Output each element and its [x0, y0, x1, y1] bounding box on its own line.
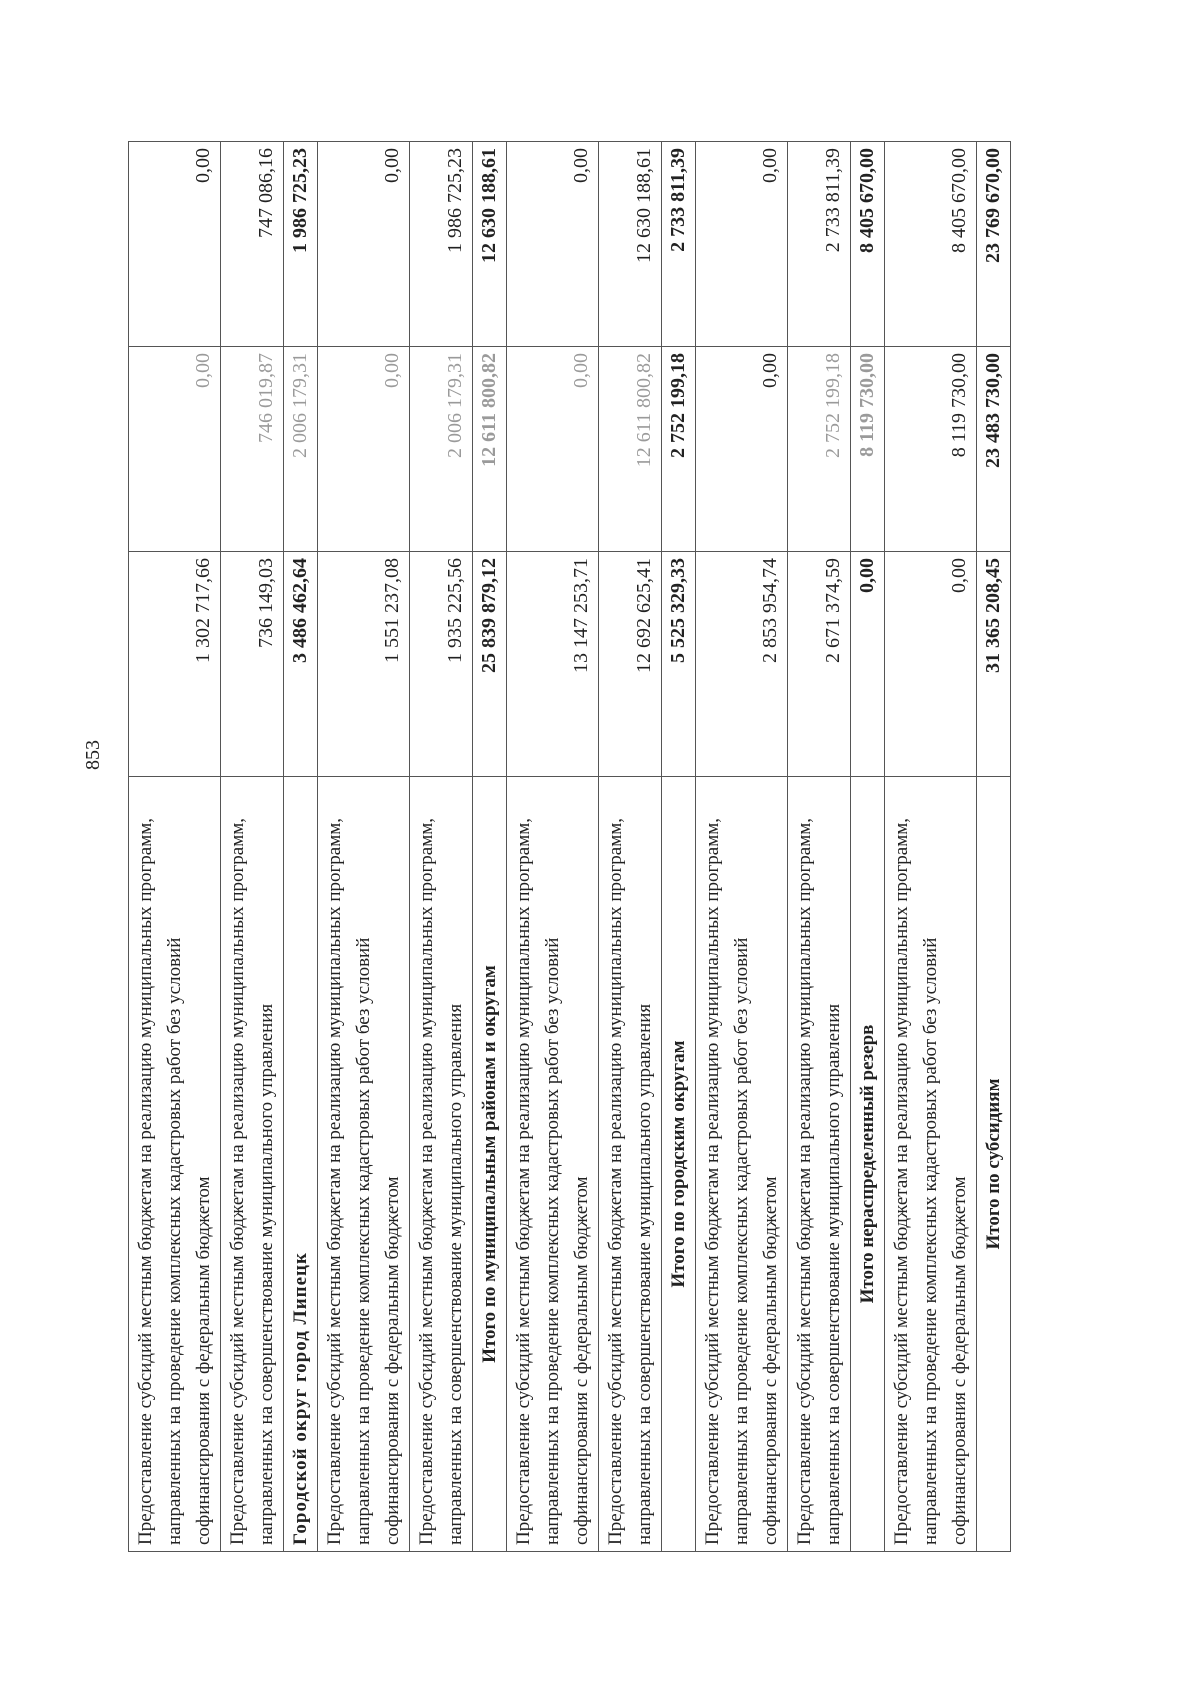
value-year-2: 2 752 199,18 — [788, 347, 851, 552]
table-row — [788, 142, 851, 1552]
value-year-2: 12 611 800,82 — [473, 347, 507, 552]
value-year-2: 8 119 730,00 — [851, 347, 885, 552]
section-label: Городской округ город Липецк — [284, 777, 318, 1552]
value-year-1: 2 853 954,74 — [696, 552, 788, 777]
value-year-3: 2 733 811,39 — [662, 142, 696, 347]
table-row — [885, 142, 977, 1552]
table-row-total — [977, 142, 1011, 1552]
value-year-2: 2 006 179,31 — [284, 347, 318, 552]
rotated-table-wrapper — [128, 142, 1068, 1552]
value-year-1: 13 147 253,71 — [507, 552, 599, 777]
value-year-3: 8 405 670,00 — [851, 142, 885, 347]
value-year-1: 2 671 374,59 — [788, 552, 851, 777]
row-label: Предоставление субсидий местным бюджетам на реализацию муниципальных программ, направленных на проведение комплексных кадастровых работ без условий софинансирования с федеральным бюджетом — [129, 777, 221, 1552]
value-year-1: 1 551 237,08 — [318, 552, 410, 777]
value-year-3: 23 769 670,00 — [977, 142, 1011, 347]
subsidies-table — [128, 141, 1011, 1552]
row-label: Предоставление субсидий местным бюджетам на реализацию муниципальных программ, направленных на совершенствование муниципального управления — [599, 777, 662, 1552]
value-year-2: 0,00 — [129, 347, 221, 552]
value-year-2: 2 752 199,18 — [662, 347, 696, 552]
table-row-total — [662, 142, 696, 1552]
table-row — [410, 142, 473, 1552]
table-row-total — [851, 142, 885, 1552]
row-label: Предоставление субсидий местным бюджетам на реализацию муниципальных программ, направленных на совершенствование муниципального управления — [788, 777, 851, 1552]
row-label: Предоставление субсидий местным бюджетам на реализацию муниципальных программ, направленных на совершенствование муниципального управления — [410, 777, 473, 1552]
table-row — [129, 142, 221, 1552]
row-label: Предоставление субсидий местным бюджетам на реализацию муниципальных программ, направленных на проведение комплексных кадастровых работ без условий софинансирования с федеральным бюджетом — [885, 777, 977, 1552]
value-year-3: 12 630 188,61 — [599, 142, 662, 347]
value-year-3: 1 986 725,23 — [284, 142, 318, 347]
value-year-2: 8 119 730,00 — [885, 347, 977, 552]
value-year-3: 0,00 — [129, 142, 221, 347]
value-year-3: 2 733 811,39 — [788, 142, 851, 347]
table-row-section — [284, 142, 318, 1552]
value-year-1: 12 692 625,41 — [599, 552, 662, 777]
total-label: Итого по муниципальным районам и округам — [473, 777, 507, 1552]
value-year-3: 747 086,16 — [221, 142, 284, 347]
value-year-1: 0,00 — [885, 552, 977, 777]
table-row-total — [473, 142, 507, 1552]
value-year-2: 0,00 — [696, 347, 788, 552]
value-year-1: 1 302 717,66 — [129, 552, 221, 777]
table-row — [318, 142, 410, 1552]
value-year-3: 0,00 — [318, 142, 410, 347]
value-year-2: 2 006 179,31 — [410, 347, 473, 552]
total-label: Итого по субсидиям — [977, 777, 1011, 1552]
value-year-2: 746 019,87 — [221, 347, 284, 552]
value-year-3: 0,00 — [696, 142, 788, 347]
value-year-1: 1 935 225,56 — [410, 552, 473, 777]
table-row — [696, 142, 788, 1552]
total-label: Итого нераспределенный резерв — [851, 777, 885, 1552]
value-year-3: 8 405 670,00 — [885, 142, 977, 347]
value-year-3: 1 986 725,23 — [410, 142, 473, 347]
table-row — [221, 142, 284, 1552]
value-year-1: 31 365 208,45 — [977, 552, 1011, 777]
row-label: Предоставление субсидий местным бюджетам на реализацию муниципальных программ, направленных на проведение комплексных кадастровых работ без условий софинансирования с федеральным бюджетом — [696, 777, 788, 1552]
value-year-2: 0,00 — [507, 347, 599, 552]
table-row — [507, 142, 599, 1552]
value-year-3: 0,00 — [507, 142, 599, 347]
row-label: Предоставление субсидий местным бюджетам на реализацию муниципальных программ, направленных на совершенствование муниципального управления — [221, 777, 284, 1552]
row-label: Предоставление субсидий местным бюджетам на реализацию муниципальных программ, направленных на проведение комплексных кадастровых работ без условий софинансирования с федеральным бюджетом — [507, 777, 599, 1552]
total-label: Итого по городским округам — [662, 777, 696, 1552]
value-year-1: 0,00 — [851, 552, 885, 777]
value-year-3: 12 630 188,61 — [473, 142, 507, 347]
row-label: Предоставление субсидий местным бюджетам на реализацию муниципальных программ, направленных на проведение комплексных кадастровых работ без условий софинансирования с федеральным бюджетом — [318, 777, 410, 1552]
value-year-2: 0,00 — [318, 347, 410, 552]
value-year-1: 5 525 329,33 — [662, 552, 696, 777]
value-year-1: 736 149,03 — [221, 552, 284, 777]
value-year-2: 12 611 800,82 — [599, 347, 662, 552]
value-year-1: 3 486 462,64 — [284, 552, 318, 777]
table-row — [599, 142, 662, 1552]
value-year-2: 23 483 730,00 — [977, 347, 1011, 552]
value-year-1: 25 839 879,12 — [473, 552, 507, 777]
page-number: 853 — [82, 740, 104, 770]
